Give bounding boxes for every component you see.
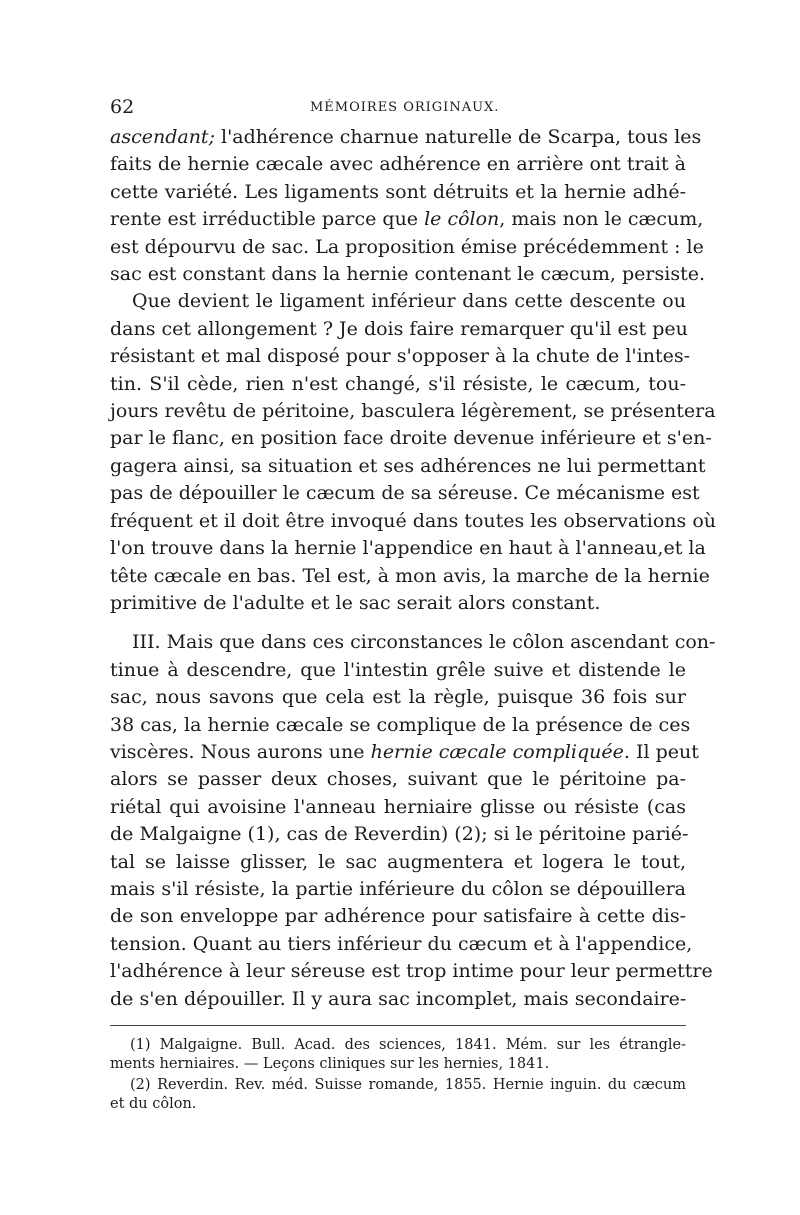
- footnote-line: (2) Reverdin. Rev. méd. Suisse romande, 1855. Hernie inguin. du cæcum: [130, 1077, 686, 1093]
- text-line: l'adhérence à leur séreuse est trop intime pour leur permettre: [110, 960, 713, 983]
- italic-term: ascendant;: [110, 126, 215, 148]
- text-line: l'on trouve dans la hernie l'appendice en haut à l'anneau,et la: [110, 537, 706, 560]
- footnote-line: (1) Malgaigne. Bull. Acad. des sciences, 1841. Mém. sur les étrangle-: [130, 1037, 686, 1053]
- journal-title: MÉMOIRES ORIGINAUX.: [310, 100, 500, 115]
- text-line: de Malgaigne (1), cas de Reverdin) (2); si le péritoine parié-: [110, 823, 689, 846]
- text-line: sac, nous savons que cela est la règle, puisque 36 fois sur: [110, 686, 686, 709]
- text-line: tal se laisse glisser, le sac augmentera et logera le tout,: [110, 850, 686, 873]
- paragraph-1: [110, 124, 705, 288]
- text-line: viscères. Nous aurons une hernie cæcale compliquée. Il peut: [110, 740, 699, 763]
- text-line: III. Mais que dans ces circonstances le côlon ascendant con-: [132, 631, 716, 654]
- text-line: cette variété. Les ligaments sont détruits et la hernie adhé-: [110, 180, 686, 203]
- body-text: [110, 124, 716, 1013]
- text-line: 38 cas, la hernie cæcale se complique de la présence de ces: [110, 713, 691, 736]
- text-line: gagera ainsi, sa situation et ses adhérences ne lui permettant: [110, 454, 706, 477]
- italic-term: hernie cæcale compliquée.: [370, 740, 630, 763]
- running-head: [110, 96, 686, 122]
- text-line: dans cet allongement ? Je dois faire remarquer qu'il est peu: [110, 317, 688, 340]
- italic-term: le côlon: [424, 208, 500, 231]
- footnote-1: [110, 1036, 686, 1074]
- text-line: de s'en dépouiller. Il y aura sac incomplet, mais secondaire-: [110, 987, 687, 1010]
- text-line: tinue à descendre, que l'intestin grêle suive et distende le: [110, 658, 686, 681]
- text-line: tête cæcale en bas. Tel est, à mon avis, la marche de la hernie: [110, 564, 710, 587]
- text-line: tension. Quant au tiers inférieur du cæcum et à l'appendice,: [110, 932, 693, 955]
- text-line: résistant et mal disposé pour s'opposer à la chute de l'intes-: [110, 345, 690, 368]
- page-number: 62: [110, 96, 135, 118]
- paragraph-2: [110, 288, 716, 617]
- text-line: rente est irréductible parce que le côlon, mais non le cæcum,: [110, 208, 704, 231]
- footnote-line: et du côlon.: [110, 1096, 197, 1112]
- footnote-divider: [110, 1025, 686, 1026]
- text-line: fréquent et il doit être invoqué dans toutes les observations où: [110, 509, 716, 532]
- text-line: tin. S'il cède, rien n'est changé, s'il résiste, le cæcum, tou-: [110, 372, 686, 395]
- text-line: pas de dépouiller le cæcum de sa séreuse. Ce mécanisme est: [110, 482, 700, 505]
- text-line: ascendant; l'adhérence charnue naturelle de Scarpa, tous les: [110, 126, 702, 148]
- text-line: est dépourvu de sac. La proposition émise précédemment : le: [110, 235, 704, 258]
- paragraph-3: [110, 629, 716, 1013]
- book-page: [110, 96, 716, 1114]
- text-line: faits de hernie cæcale avec adhérence en arrière ont trait à: [110, 153, 686, 176]
- footnote-2: [110, 1076, 686, 1114]
- text-line: de son enveloppe par adhérence pour satisfaire à cette dis-: [110, 905, 686, 928]
- paragraph-gap: [110, 617, 686, 629]
- text-line: jours revêtu de péritoine, basculera légèrement, se présentera: [110, 400, 716, 423]
- text-line: mais s'il résiste, la partie inférieure du côlon se dépouillera: [110, 877, 686, 900]
- text-line: primitive de l'adulte et le sac serait alors constant.: [110, 591, 601, 614]
- text-line: alors se passer deux choses, suivant que le péritoine pa-: [110, 768, 686, 791]
- text-line: riétal qui avoisine l'anneau herniaire glisse ou résiste (cas: [110, 795, 686, 818]
- footnote-line: ments herniaires. — Leçons cliniques sur les hernies, 1841.: [110, 1056, 550, 1072]
- text-line: sac est constant dans la hernie contenant le cæcum, persiste.: [110, 263, 705, 286]
- text-line: par le flanc, en position face droite devenue inférieure et s'en-: [110, 427, 712, 450]
- footnotes: [110, 1036, 686, 1114]
- text-line: Que devient le ligament inférieur dans cette descente ou: [132, 290, 686, 313]
